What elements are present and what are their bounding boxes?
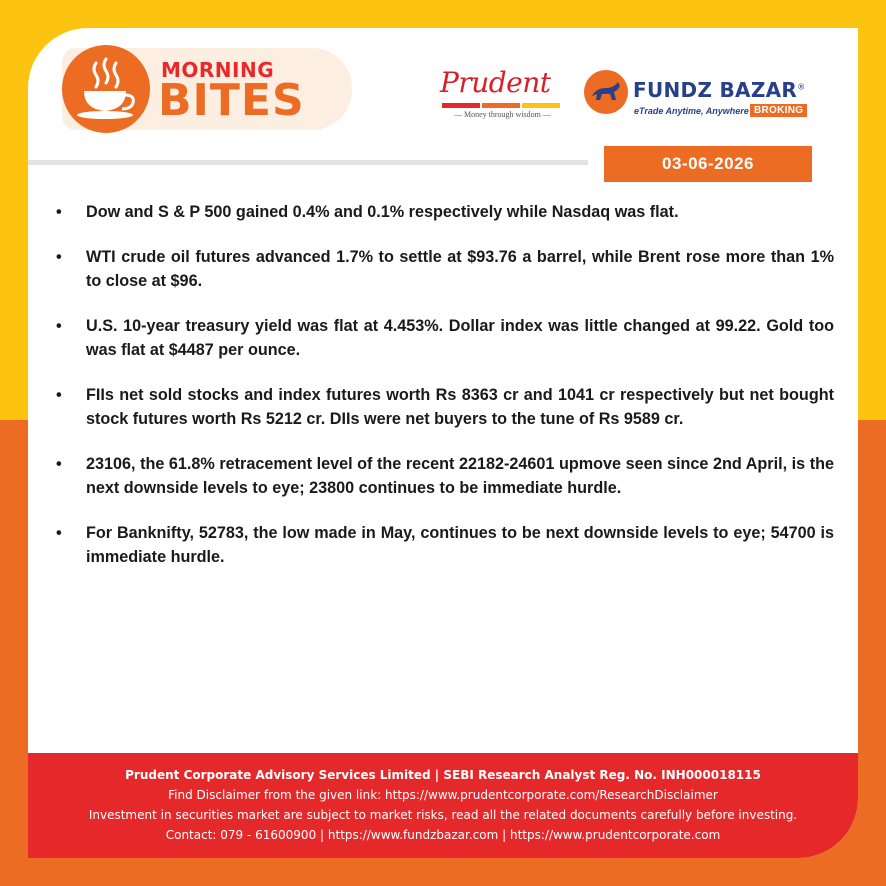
bullet-list: [54, 200, 834, 590]
bullet-item: [54, 452, 834, 500]
logo-morning-text: MORNING: [161, 58, 275, 82]
bullet-text: Dow and S & P 500 gained 0.4% and 0.1% respectively while Nasdaq was flat.: [86, 203, 679, 221]
footer-risk-line: Investment in securities market are subject to market risks, read all the related documents carefully before investing.: [88, 808, 798, 822]
bull-icon: [584, 70, 628, 114]
bullet-dot: •: [56, 386, 62, 404]
bullet-text: For Banknifty, 52783, the low made in May, continues to be next downside levels to eye; 54700 is immediate hurdle.: [86, 524, 834, 566]
logo-bites-text: BITES: [158, 75, 305, 126]
prudent-tagline: — Money through wisdom —: [454, 110, 551, 119]
bullet-text: 23106, the 61.8% retracement level of the recent 22182-24601 upmove seen since 2nd April, is the next downside levels to eye; 23800 continues to be immediate hurdle.: [86, 455, 834, 497]
bullet-dot: •: [56, 203, 62, 221]
prudent-bar-orange: [482, 103, 520, 108]
bullet-item: [54, 314, 834, 362]
fundz-tagline: eTrade Anytime, Anywhere: [634, 106, 749, 116]
bullet-dot: •: [56, 455, 62, 473]
prudent-logo: [440, 66, 565, 126]
date-badge: 03-06-2026: [604, 146, 812, 182]
bullet-dot: •: [56, 524, 62, 542]
bullet-text: U.S. 10-year treasury yield was flat at 4.453%. Dollar index was little changed at 99.22. Gold too was flat at $4487 per ounce.: [86, 317, 834, 359]
registered-mark: ®: [797, 82, 806, 92]
footer-disclaimer-link-line: Find Disclaimer from the given link: https://www.prudentcorporate.com/ResearchDisclaimer: [168, 788, 718, 802]
footer-disclaimer: [28, 753, 858, 858]
bullet-text: FIIs net sold stocks and index futures worth Rs 8363 cr and 1041 cr respectively but net bought stock futures worth Rs 5212 cr. DIIs were net buyers to the tune of Rs 9589 cr.: [86, 386, 834, 428]
prudent-bar-yellow: [522, 103, 560, 108]
header: [28, 28, 858, 163]
fundz-name-text: FUNDZ BAZAR: [633, 78, 798, 102]
bullet-item: [54, 383, 834, 431]
bullet-dot: •: [56, 317, 62, 335]
footer-company-line: Prudent Corporate Advisory Services Limited | SEBI Research Analyst Reg. No. INH000018115: [125, 768, 761, 782]
bullet-dot: •: [56, 248, 62, 266]
footer-contact-line: Contact: 079 - 61600900 | https://www.fundzbazar.com | https://www.prudentcorporate.com: [165, 828, 721, 842]
bullet-item: [54, 521, 834, 569]
broking-badge: BROKING: [750, 104, 807, 117]
bullet-item: [54, 200, 834, 224]
bullet-text: WTI crude oil futures advanced 1.7% to settle at $93.76 a barrel, while Brent rose more than 1% to close at $96.: [86, 248, 834, 290]
prudent-logo-text: Prudent: [440, 66, 551, 99]
coffee-cup-icon: [62, 45, 150, 133]
header-divider: [28, 160, 588, 165]
bullet-item: [54, 245, 834, 293]
prudent-bar-red: [442, 103, 480, 108]
fundz-bazar-logo-text: [633, 78, 805, 102]
content-card: [28, 28, 858, 858]
